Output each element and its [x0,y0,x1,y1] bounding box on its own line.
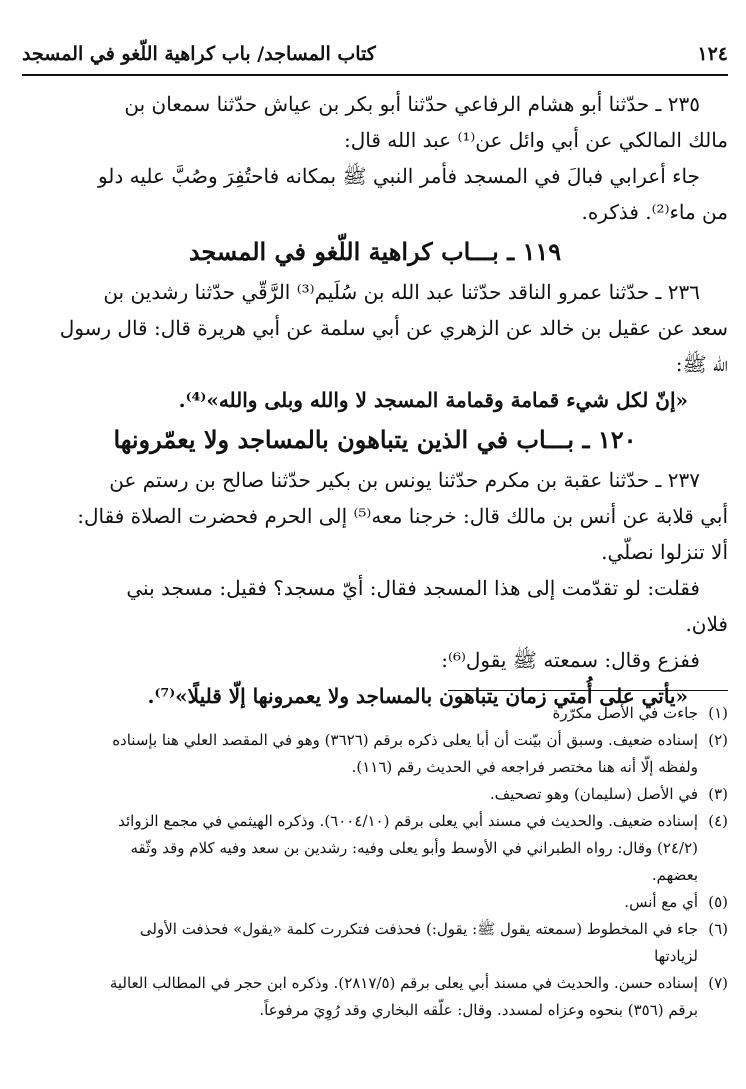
footnote-text: ولفظه إلّا أنه هنا مختصر فراجعه في الحديث رقم (١١٦). [351,758,698,776]
hadith-235-line-3: جاء أعرابي فبالَ في المسجد فأمر النبي ﷺ بمكانه فاحتُفِرَ وصُبَّ عليه دلو [97,164,700,188]
footnote-number: (٤) [708,812,728,830]
footnote-number: (٢) [708,731,728,749]
footnote-number: (٥) [708,893,728,911]
page-number: ١٢٤ [697,43,728,65]
footnote-number: (٣) [708,785,728,803]
footnote-number: (٧) [708,974,728,992]
footnote-text: بعضهم. [651,866,698,884]
header-divider [22,74,728,76]
footnote [22,700,728,727]
main-text [22,86,728,714]
footnote-text: جاءت في الأصل مكرّرة [552,704,698,722]
footnote-divider [448,690,728,691]
footnote [22,916,728,970]
hadith-237-line-3: ألا تنزلوا نصلّي. [601,540,728,564]
chapter-heading-119: ١١٩ ـ بـــاب كراهية اللّغو في المسجد [188,237,562,266]
footnote-text: (٢٤/٢) وقال: رواه الطبراني في الأوسط وأبو يعلى وفيه: رشدين بن سعد وفيه كلام وقد وثّقه [130,839,698,857]
hadith-236-quote: «إنّ لكل شيء قمامة وقمامة المسجد لا والله وبلى والله»⁽⁴⁾. [178,388,688,412]
hadith-237-line-4: فقلت: لو تقدّمت إلى هذا المسجد فقال: أيّ مسجد؟ فقيل: مسجد بني [126,576,700,600]
hadith-235-line-4: من ماء⁽²⁾. فذكره. [581,200,728,224]
footnote-number: (١) [708,704,728,722]
footnote [22,781,728,808]
hadith-237-line-5: فلان. [685,612,728,636]
footnote [22,889,728,916]
footnote [22,970,728,1024]
hadith-236-line-1: ٢٣٦ ـ حدّثنا عمرو الناقد حدّثنا عبد الله بن سُلَيم⁽³⁾ الرَّقّي حدّثنا رشدين بن [103,280,700,304]
hadith-236-line-2: سعد عن عقيل بن خالد عن الزهري عن أبي سلمة عن أبي هريرة قال: قال رسول [59,316,728,340]
hadith-237-quote: «يأتي على أُمتي زمان يتباهون بالمساجد ولا يعمرونها إلّا قليلًا»⁽⁷⁾. [147,684,688,708]
hadith-235-line-1: ٢٣٥ ـ حدّثنا أبو هشام الرفاعي حدّثنا أبو بكر بن عياش حدّثنا سمعان بن [124,92,700,116]
footnote-text: إسناده ضعيف. والحديث في مسند أبي يعلى برقم (٦٠٠٤/١٠). وذكره الهيثمي في مجمع الزوائد [118,812,698,830]
footnote-text: برقم (٣٥٦) بنحوه وعزاه لمسدد. وقال: علّقه البخاري وقد رُوِيَ مرفوعاً. [259,1001,698,1019]
footnote-text: إسناده حسن. والحديث في مسند أبي يعلى برقم (٢٨١٧/٥). وذكره ابن حجر في المطالب العالية [109,974,698,992]
footnotes [22,700,728,1024]
footnote-text: لزيادتها [654,947,698,965]
running-title: كتاب المساجد/ باب كراهية اللّغو في المسجد [22,43,376,65]
footnote [22,727,728,781]
book-page [22,0,728,1089]
hadith-237-line-6: ففزع وقال: سمعته ﷺ يقول⁽⁶⁾: [441,648,700,672]
hadith-236-line-3: الله ﷺ: [675,352,728,376]
footnote-text: أي مع أنس. [624,893,698,911]
footnote-text: في الأصل (سليمان) وهو تصحيف. [489,785,698,803]
page-header [22,40,728,68]
hadith-237-line-2: أبي قلابة عن أنس بن مالك قال: خرجنا معه⁽⁵⁾ إلى الحرم فحضرت الصلاة فقال: [77,504,728,528]
hadith-237-line-1: ٢٣٧ ـ حدّثنا عقبة بن مكرم حدّثنا يونس بن بكير حدّثنا صالح بن رستم عن [109,468,700,492]
footnote-text: إسناده ضعيف. وسبق أن بيّنت أن أبا يعلى ذكره برقم (٣٦٢٦) وهو في المقصد العلي هنا بإسناده [112,731,698,749]
footnote-number: (٦) [708,920,728,938]
chapter-heading-120: ١٢٠ ـ بـــاب في الذين يتباهون بالمساجد ولا يعمّرونها [113,425,637,454]
hadith-235-line-2: مالك المالكي عن أبي وائل عن⁽¹⁾ عبد الله قال: [343,128,728,152]
footnote [22,808,728,889]
footnote-text: جاء في المخطوط (سمعته يقول ﷺ: يقول:) فحذفت فتكررت كلمة «يقول» فحذفت الأولى [139,920,698,938]
